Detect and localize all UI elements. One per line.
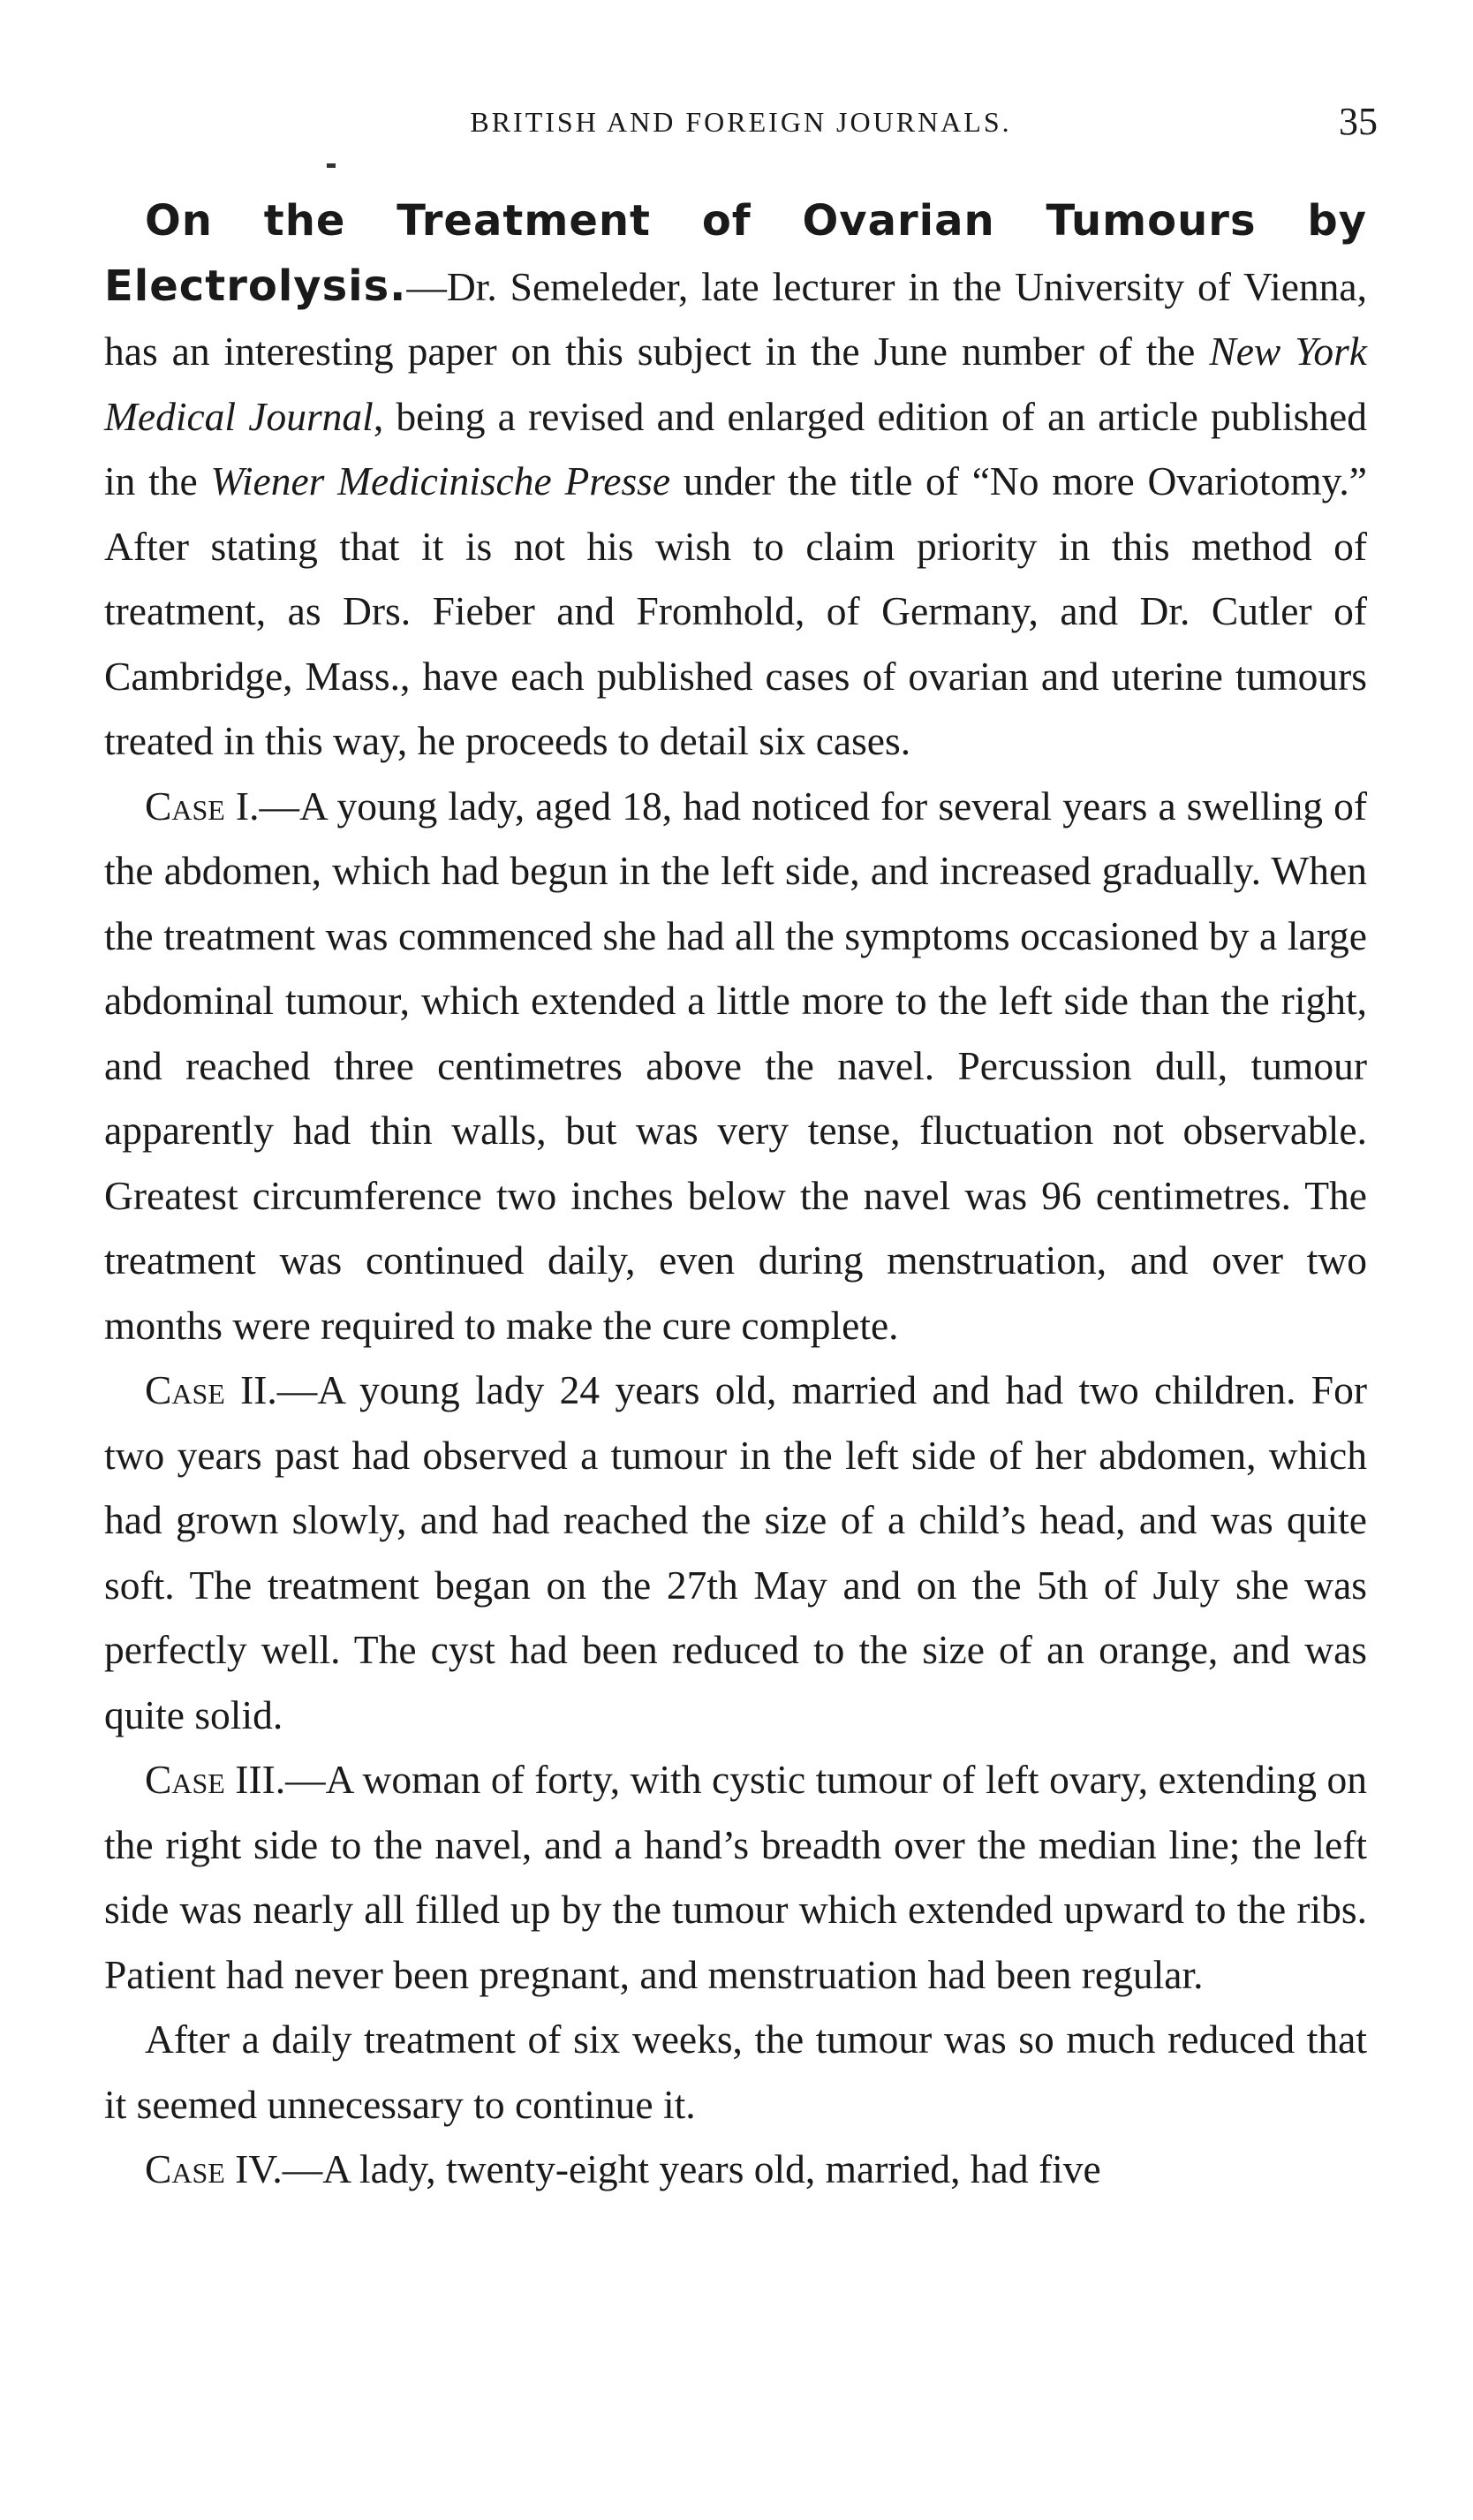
case-2-label: Case II.: [145, 1367, 277, 1412]
case-3-paragraph: [104, 1747, 1367, 2007]
intro-paragraph: [104, 189, 1367, 774]
case-3-label: Case III.: [145, 1757, 286, 1802]
case-1-label: Case I.: [145, 783, 260, 829]
intro-dash: —: [406, 263, 447, 309]
running-title: BRITISH AND FOREIGN JOURNALS.: [470, 106, 1012, 138]
case-4-paragraph: [104, 2137, 1367, 2202]
case-1-paragraph: [104, 774, 1367, 1358]
case-2-paragraph: [104, 1358, 1367, 1747]
print-mark: [327, 163, 336, 168]
page-number: 35: [1339, 100, 1378, 143]
journal-name-1: New York Medical Journal: [104, 329, 1368, 439]
case-4-text: —A lady, twenty-eight years old, married, had five: [282, 2146, 1101, 2191]
article-body: [104, 189, 1367, 2202]
journal-name-2: Wiener Medicinische Presse: [210, 458, 671, 503]
case-4-label: Case IV.: [145, 2146, 283, 2191]
intro-text-1: Dr. Semeleder, late lecturer in the University of Vienna, has an interesting paper on this subject in the June number of the: [104, 263, 1367, 374]
intro-text-3: under the title of “No more Ovariotomy.” After stating that it is not his wish to claim priority in this method of treatment, as Drs. Fieber and Fromhold, of Germany, and Dr. Cutler of Cambridge, Mass., have each published cases of ovarian and uterine tumours treated in this way, he proceeds to detail six cases.: [104, 458, 1368, 763]
article-title: On the Treatment of Ovarian Tumours by Electrolysis.: [104, 196, 1367, 311]
case-2-text: —A young lady 24 years old, married and had two children. For two years past had observed a tumour in the left side of her abdomen, which had grown slowly, and had reached the size of a child’s head, and was quite soft. The treatment began on the 27th May and on the 5th of July she was perfectly well. The cyst had been reduced to the size of an orange, and was quite solid.: [104, 1367, 1367, 1737]
intro-text-2: , being a revised and enlarged edition of an article published in the: [104, 393, 1367, 503]
case-3-text: —A woman of forty, with cystic tumour of left ovary, extending on the right side to the navel, and a hand’s breadth over the median line; the left side was nearly all filled up by the tumour which extended upward to the ribs. Patient had never been pregnant, and menstruation had been regular.: [104, 1757, 1367, 1997]
case-1-text: —A young lady, aged 18, had noticed for several years a swelling of the abdomen, which had begun in the left side, and increased gradually. When the treatment was commenced she had all the symptoms occasioned by a large abdominal tumour, which extended a little more to the left side than the right, and reached three centimetres above the navel. Percussion dull, tumour apparently had thin walls, but was very tense, fluctuation not observable. Greatest circumference two inches below the navel was 96 centimetres. The treatment was continued daily, even during menstruation, and over two months were required to make the cure complete.: [104, 783, 1367, 1348]
case-3-continuation: After a daily treatment of six weeks, the tumour was so much reduced that it seemed unnecessary to continue it.: [104, 2017, 1367, 2127]
running-head: [104, 99, 1378, 155]
